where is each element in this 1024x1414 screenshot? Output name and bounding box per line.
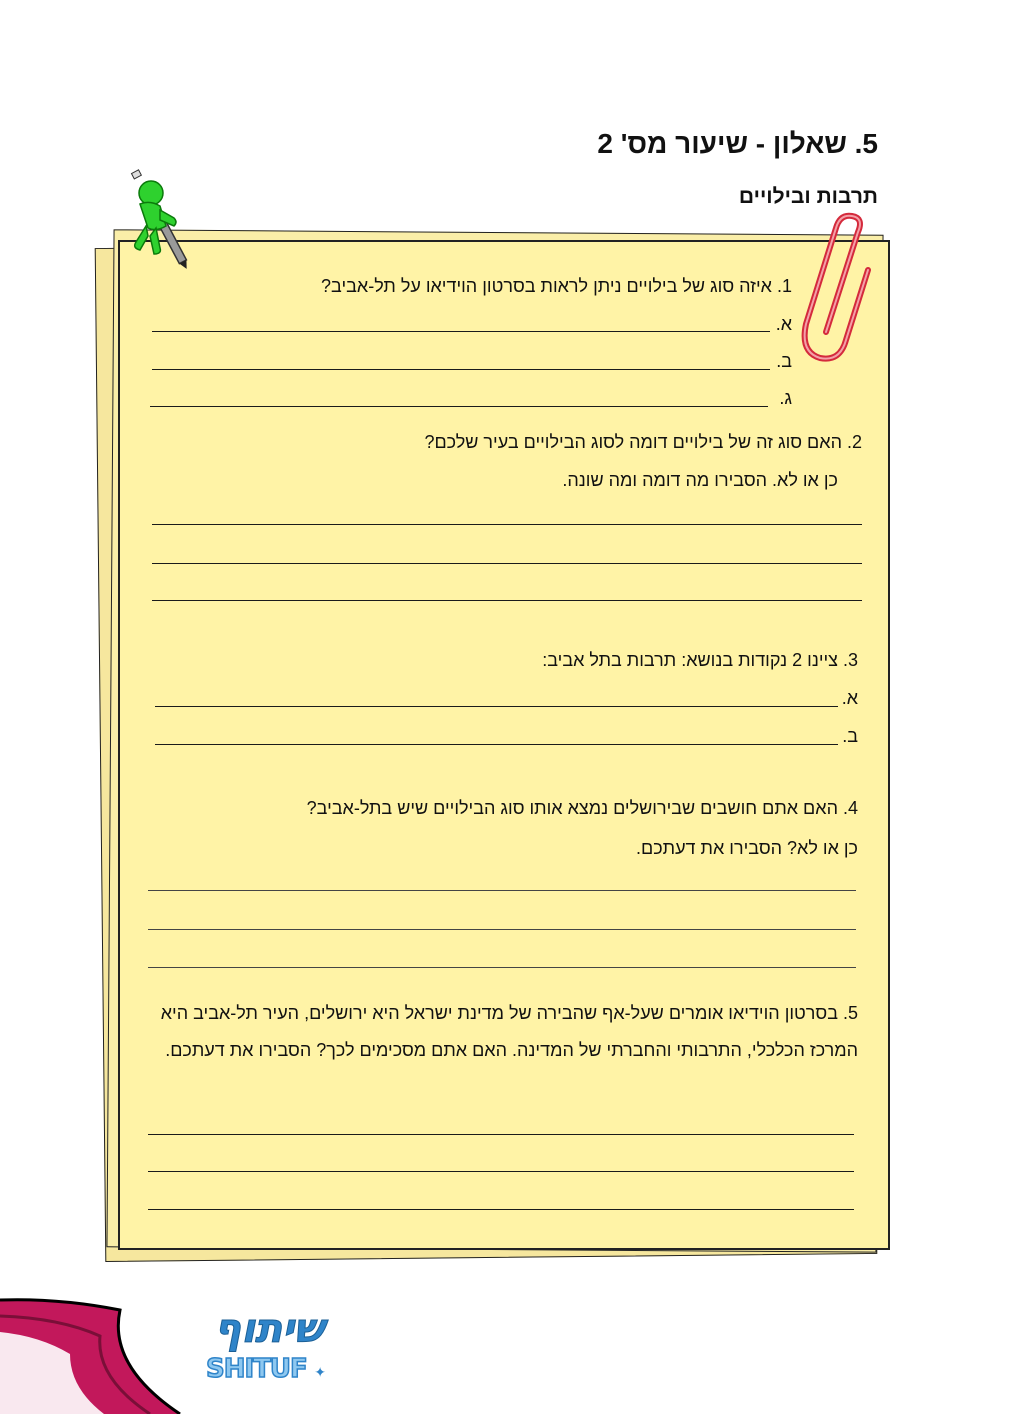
worksheet-paper — [118, 240, 890, 1250]
question-4-subtext: כן או לא? הסבירו את דעתכם. — [635, 838, 858, 858]
question-1-option-b-label: ב. — [776, 351, 792, 371]
question-3-option-a-label: א. — [841, 688, 858, 708]
logo-latin-text: SHITUF — [206, 1354, 307, 1384]
page-curl-corner-icon — [0, 1296, 190, 1414]
question-4-answer-line[interactable] — [148, 929, 856, 930]
logo-star-icon: ✦ — [314, 1364, 326, 1380]
question-5-answer-line[interactable] — [148, 1171, 854, 1172]
question-2-answer-line[interactable] — [152, 563, 862, 564]
question-5-answer-line[interactable] — [148, 1209, 854, 1210]
question-1-text: 1. איזה סוג של בילויים ניתן לראות בסרטון הוידיאו על תל-אביב? — [321, 276, 792, 296]
question-1-option-a-label: א. — [775, 314, 792, 334]
logo-hebrew-text: שיתוף — [214, 1306, 324, 1352]
question-4-text: 4. האם אתם חושבים שבירושלים נמצא אותו סוג הבילויים שיש בתל-אביב? — [306, 798, 858, 818]
question-1-answer-line-b[interactable] — [152, 369, 770, 370]
paperclip-icon — [796, 212, 882, 364]
green-figure-pencil-icon — [126, 160, 206, 270]
question-5-answer-line[interactable] — [148, 1134, 854, 1135]
question-3-answer-line-a[interactable] — [155, 706, 838, 707]
question-4-answer-line[interactable] — [148, 967, 856, 968]
question-1-answer-line-a[interactable] — [152, 331, 770, 332]
question-2-answer-line[interactable] — [152, 600, 862, 601]
shituf-logo — [206, 1306, 330, 1392]
question-1-option-c-label: ג. — [779, 388, 792, 408]
question-3-option-b-label: ב. — [842, 726, 858, 746]
question-2-subtext: כן או לא. הסבירו מה דומה ומה שונה. — [562, 470, 838, 490]
question-1-answer-line-c[interactable] — [150, 406, 768, 407]
question-5-text: 5. בסרטון הוידיאו אומרים שעל-אף שהבירה של מדינת ישראל היא ירושלים, העיר תל-אביב היא המרכז הכלכלי, התרבותי והחברתי של המדינה. האם אתם מסכימים לכך? הסבירו את דעתכם. — [160, 1003, 858, 1060]
question-4-answer-line[interactable] — [148, 890, 856, 891]
question-2-answer-line[interactable] — [152, 524, 862, 525]
page-subtitle: תרבות ובילויים — [738, 185, 878, 208]
question-2-text: 2. האם סוג זה של בילויים דומה לסוג הבילויים בעיר שלכם? — [424, 432, 862, 452]
page-title: 5. שאלון - שיעור מס' 2 — [597, 128, 878, 159]
question-3-text: 3. ציינו 2 נקודות בנושא: תרבות בתל אביב: — [542, 650, 858, 670]
question-3-answer-line-b[interactable] — [155, 744, 838, 745]
